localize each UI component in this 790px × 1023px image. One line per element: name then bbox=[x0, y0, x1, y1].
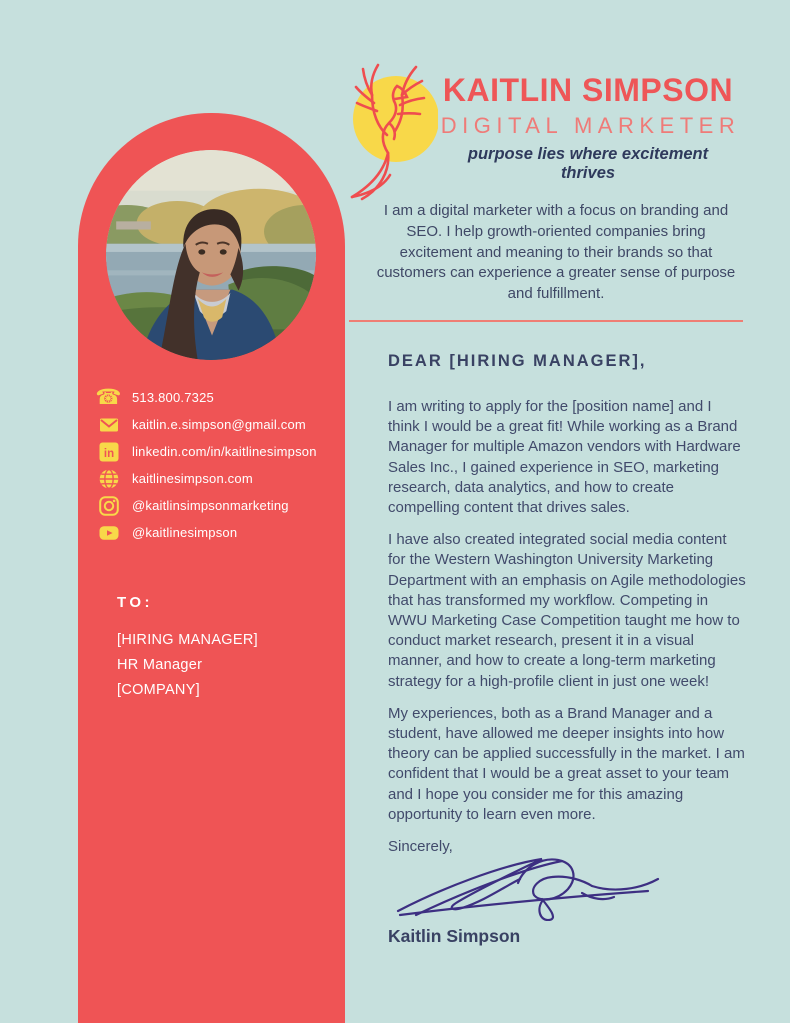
website-url: kaitlinesimpson.com bbox=[132, 471, 253, 486]
letter-body bbox=[388, 352, 746, 947]
closing: Sincerely, bbox=[388, 838, 453, 856]
tagline: purpose lies where excitement thrives bbox=[467, 145, 709, 182]
contact-list bbox=[95, 384, 338, 546]
letter-paragraph-1: I am writing to apply for the [position name] and I think I would be a great fit! While working as a Brand Manager for multiple Amazon vendors with Hardware Sales Inc., I gained experience in SEO, marketing research, data analytics, and how to create compelling content that drives sales. bbox=[388, 398, 741, 517]
phoenix-logo bbox=[332, 57, 438, 207]
youtube-handle: @kaitlinesimpson bbox=[132, 525, 238, 540]
linkedin-url: linkedin.com/in/kaitlinesimpson bbox=[132, 444, 317, 459]
letter-paragraph-3: My experiences, both as a Brand Manager and a student, have allowed me deeper insights into how theory can be applied successfully in the market. I am confident that I would be a great asset to your team and I hope you consider me for this amazing opportunity to learn even more. bbox=[388, 704, 745, 823]
header bbox=[440, 72, 741, 183]
profile-photo-illustration bbox=[106, 150, 316, 360]
contact-row-phone[interactable] bbox=[95, 384, 338, 411]
contact-row-instagram[interactable] bbox=[98, 492, 338, 519]
email-icon bbox=[98, 414, 119, 435]
recipient-block bbox=[117, 594, 258, 703]
recipient-name: [HIRING MANAGER] bbox=[117, 632, 258, 648]
page-title: KAITLIN SIMPSON bbox=[442, 72, 734, 108]
email-address: kaitlin.e.simpson@gmail.com bbox=[132, 417, 306, 432]
phone-icon: ☎ bbox=[95, 385, 122, 409]
intro-paragraph: I am a digital marketer with a focus on branding and SEO. I help growth-oriented companies bring excitement and meaning to their brands so that customers can experience a greater sense of purpose and fulfillment. bbox=[376, 202, 736, 303]
contact-row-youtube[interactable] bbox=[98, 519, 338, 546]
signature-name: Kaitlin Simpson bbox=[388, 926, 521, 947]
section-divider bbox=[349, 320, 743, 322]
contact-row-website[interactable] bbox=[98, 465, 338, 492]
instagram-handle: @kaitlinsimpsonmarketing bbox=[132, 498, 289, 513]
recipient-company: [COMPANY] bbox=[117, 682, 200, 698]
job-title: DIGITAL MARKETER bbox=[440, 113, 741, 138]
recipient-title: HR Manager bbox=[117, 657, 203, 673]
svg-text:in: in bbox=[103, 447, 114, 460]
instagram-icon bbox=[98, 495, 119, 516]
salutation: DEAR [HIRING MANAGER], bbox=[388, 352, 647, 370]
letter-paragraph-2: I have also created integrated social media content for the Western Washington University Marketing Department with an emphasis on Agile methodologies that has transformed my workflow. Competing in WWU Marketing Case Competition taught me how to conduct market research, present it in a visual manner, and how to create a long-term marketing strategy for a high-profile client in just one week! bbox=[388, 531, 746, 690]
profile-photo bbox=[106, 150, 316, 360]
linkedin-icon bbox=[98, 441, 119, 462]
contact-row-linkedin[interactable] bbox=[98, 438, 338, 465]
youtube-icon bbox=[98, 522, 119, 543]
phone-number: 513.800.7325 bbox=[132, 390, 214, 405]
globe-icon bbox=[98, 468, 119, 489]
contact-row-email[interactable] bbox=[98, 411, 338, 438]
to-label: TO: bbox=[117, 594, 154, 611]
signature-image bbox=[392, 853, 664, 921]
